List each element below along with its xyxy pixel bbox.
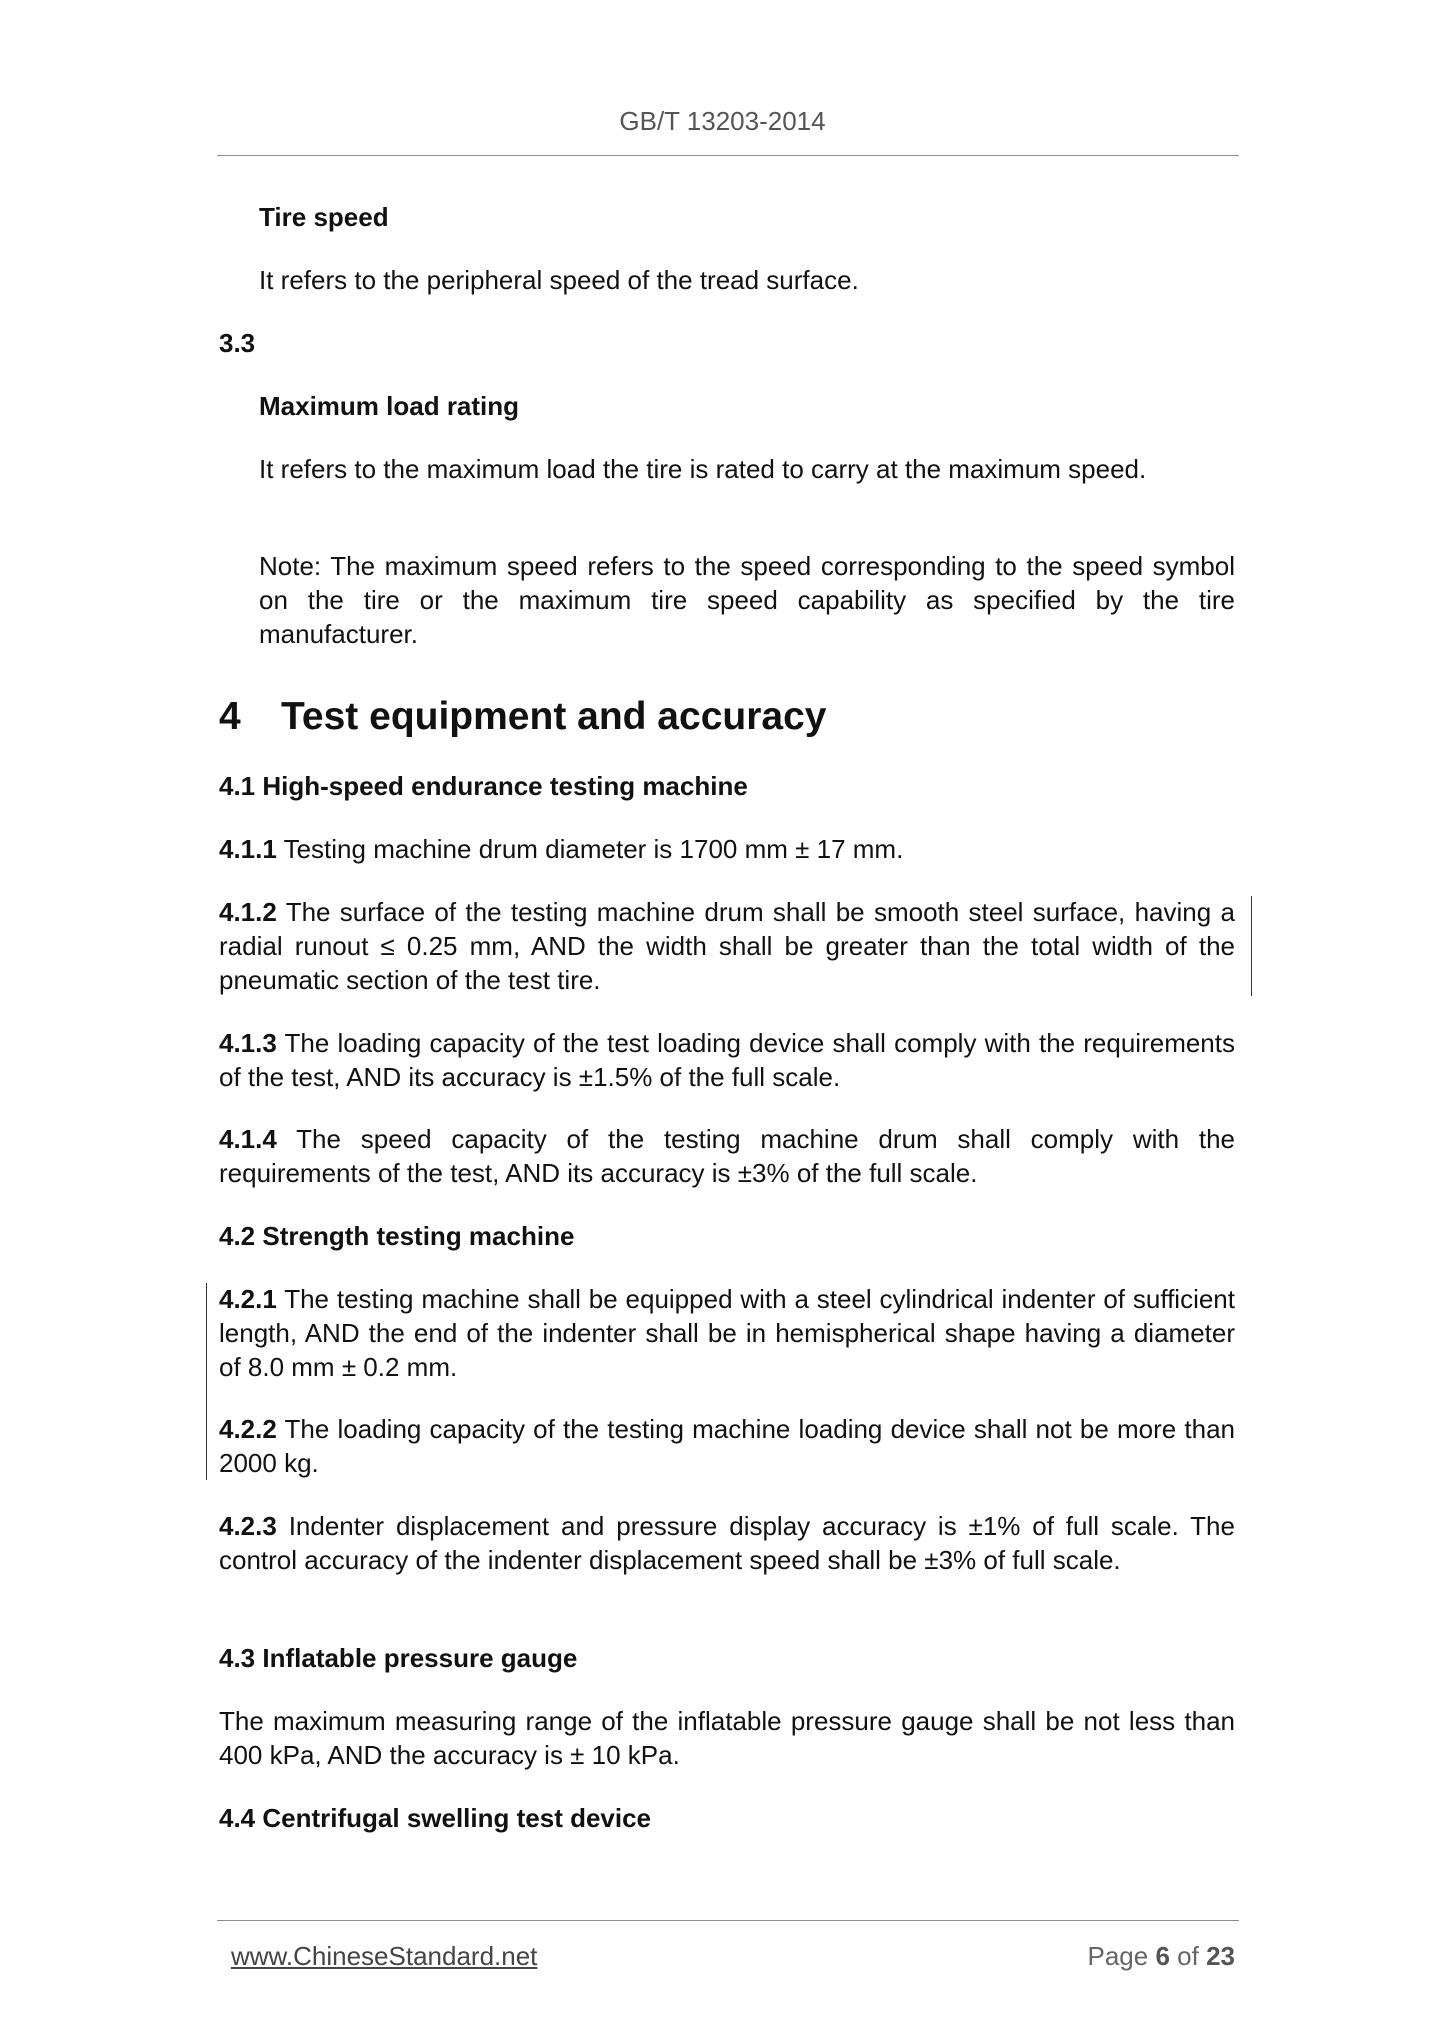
section-heading-4 bbox=[219, 694, 1235, 740]
paragraph-4-3: The maximum measuring range of the inflatable pressure gauge shall be not less than 400 kPa, AND the accuracy is ± 10 kPa. bbox=[219, 1706, 1235, 1770]
of-label: of bbox=[1177, 1941, 1199, 1971]
total-pages: 23 bbox=[1206, 1941, 1235, 1971]
subsection-heading-4-4: 4.4 Centrifugal swelling test device bbox=[219, 1803, 652, 1833]
footer-website-link[interactable]: www.ChineseStandard.net bbox=[231, 1941, 538, 1971]
clause-text: The loading capacity of the test loading device shall comply with the requirements of the test, AND its accuracy is ±1.5% of the full scale. bbox=[219, 1028, 1235, 1092]
term-title-tire-speed: Tire speed bbox=[259, 202, 389, 232]
clause-text: Testing machine drum diameter is 1700 mm ± 17 mm. bbox=[283, 834, 904, 864]
section-title: Test equipment and accuracy bbox=[281, 695, 827, 738]
clause-4-1-4 bbox=[219, 1122, 1235, 1190]
subsection-heading-4-2: 4.2 Strength testing machine bbox=[219, 1221, 575, 1251]
clause-4-2-1 bbox=[219, 1282, 1235, 1384]
term-definition-tire-speed: It refers to the peripheral speed of the tread surface. bbox=[259, 265, 859, 295]
term-definition-max-load: It refers to the maximum load the tire is rated to carry at the maximum speed. bbox=[259, 454, 1147, 484]
clause-number: 4.2.3 bbox=[219, 1511, 277, 1541]
revision-change-bar bbox=[206, 1283, 207, 1480]
clause-number: 4.1.1 bbox=[219, 834, 277, 864]
page-label: Page bbox=[1087, 1941, 1149, 1971]
clause-4-2-3 bbox=[219, 1509, 1235, 1577]
clause-text: The loading capacity of the testing machine loading device shall not be more than 2000 kg. bbox=[219, 1414, 1235, 1478]
footer-page-number bbox=[1087, 1939, 1235, 1973]
header-rule bbox=[217, 155, 1239, 156]
current-page: 6 bbox=[1155, 1941, 1170, 1971]
section-number: 4 bbox=[219, 695, 241, 738]
clause-text: Indenter displacement and pressure display accuracy is ±1% of full scale. The control accuracy of the indenter displacement speed shall be ±3% of full scale. bbox=[219, 1511, 1235, 1575]
clause-number: 4.1.4 bbox=[219, 1124, 277, 1154]
clause-number: 4.1.3 bbox=[219, 1028, 277, 1058]
clause-4-2-2 bbox=[219, 1412, 1235, 1480]
clause-text: The testing machine shall be equipped with a steel cylindrical indenter of sufficient length, AND the end of the indenter shall be in hemispherical shape having a diameter of 8.0 mm ± 0.2 mm. bbox=[219, 1284, 1235, 1382]
clause-4-1-1 bbox=[219, 832, 1235, 866]
clause-number: 4.2.1 bbox=[219, 1284, 277, 1314]
term-number-3-3: 3.3 bbox=[219, 328, 256, 358]
revision-change-bar bbox=[1251, 896, 1252, 996]
clause-text: The surface of the testing machine drum shall be smooth steel surface, having a radial runout ≤ 0.25 mm, AND the width shall be greater than the total width of the pneumatic section of the test tire. bbox=[219, 897, 1235, 995]
clause-text: The speed capacity of the testing machine drum shall comply with the requirements of the test, AND its accuracy is ±3% of the full scale. bbox=[219, 1124, 1235, 1188]
clause-number: 4.1.2 bbox=[219, 897, 277, 927]
clause-4-1-3 bbox=[219, 1026, 1235, 1094]
subsection-heading-4-1: 4.1 High-speed endurance testing machine bbox=[219, 771, 748, 801]
subsection-heading-4-3: 4.3 Inflatable pressure gauge bbox=[219, 1643, 578, 1673]
footer-rule bbox=[217, 1920, 1239, 1921]
term-note-max-load: Note: The maximum speed refers to the speed corresponding to the speed symbol on the tire or the maximum tire speed capability as specified by the tire manufacturer. bbox=[259, 551, 1235, 649]
clause-4-1-2 bbox=[219, 895, 1235, 997]
term-title-max-load: Maximum load rating bbox=[259, 391, 520, 421]
clause-number: 4.2.2 bbox=[219, 1414, 277, 1444]
header-doc-id: GB/T 13203-2014 bbox=[619, 106, 826, 136]
